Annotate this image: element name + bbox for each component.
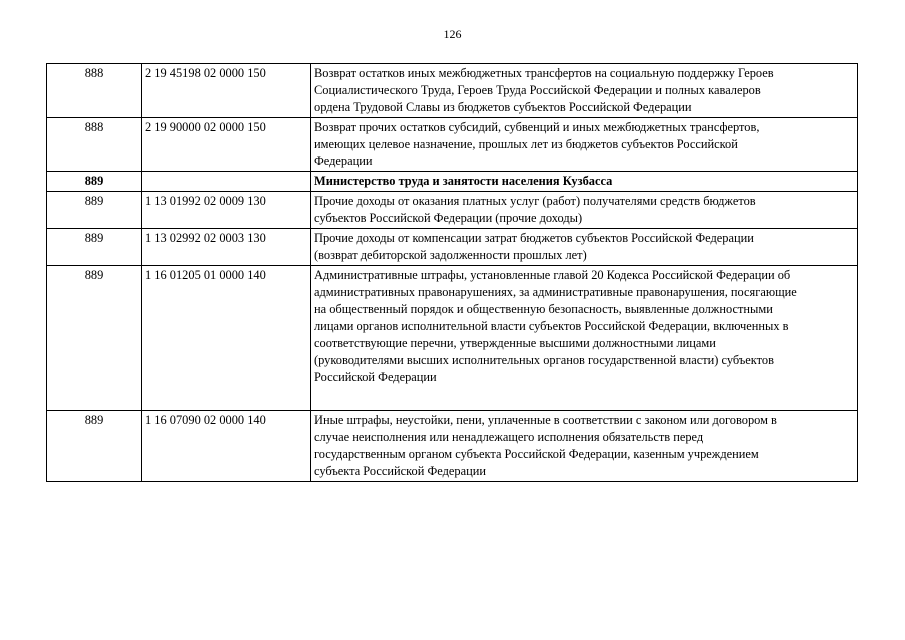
budget-code-cell: 2 19 45198 02 0000 150: [142, 64, 311, 118]
admin-code-cell: 888: [47, 118, 142, 172]
ministry-header-row: [47, 172, 858, 192]
table-row: [47, 64, 858, 118]
budget-code-cell: 1 16 07090 02 0000 140: [142, 411, 311, 482]
budget-code-cell: 2 19 90000 02 0000 150: [142, 118, 311, 172]
table-row: [47, 229, 858, 266]
table-row: [47, 118, 858, 172]
description-cell: Прочие доходы от компенсации затрат бюджетов субъектов Российской Федерации (возврат дебиторской задолженности прошлых лет): [311, 229, 858, 266]
table-row: [47, 266, 858, 411]
admin-code-cell: 888: [47, 64, 142, 118]
budget-code-cell: 1 16 01205 01 0000 140: [142, 266, 311, 411]
admin-code-cell: 889: [47, 172, 142, 192]
admin-code-cell: 889: [47, 266, 142, 411]
budget-code-cell: [142, 172, 311, 192]
budget-code-cell: 1 13 02992 02 0003 130: [142, 229, 311, 266]
budget-code-cell: 1 13 01992 02 0009 130: [142, 192, 311, 229]
description-cell: Возврат прочих остатков субсидий, субвенций и иных межбюджетных трансфертов, имеющих целевое назначение, прошлых лет из бюджетов субъектов Российской Федерации: [311, 118, 858, 172]
description-cell: Иные штрафы, неустойки, пени, уплаченные в соответствии с законом или договором в случае неисполнения или ненадлежащего исполнения обязательств перед государственным органом субъекта Российской Федерации, казенным учреждением субъекта Российской Федерации: [311, 411, 858, 482]
ministry-name-cell: Министерство труда и занятости населения Кузбасса: [311, 172, 858, 192]
admin-code-cell: 889: [47, 229, 142, 266]
description-cell: Прочие доходы от оказания платных услуг (работ) получателями средств бюджетов субъектов Российской Федерации (прочие доходы): [311, 192, 858, 229]
table-row: [47, 411, 858, 482]
table-row: [47, 192, 858, 229]
page-number: 126: [443, 27, 462, 41]
admin-code-cell: 889: [47, 192, 142, 229]
admin-code-cell: 889: [47, 411, 142, 482]
description-cell: Возврат остатков иных межбюджетных трансфертов на социальную поддержку Героев Социалистического Труда, Героев Труда Российской Федерации и полных кавалеров ордена Трудовой Славы из бюджетов субъектов Российской Федерации: [311, 64, 858, 118]
revenue-codes-table: [46, 63, 858, 482]
description-cell: Административные штрафы, установленные главой 20 Кодекса Российской Федерации об административных правонарушениях, за административные правонарушения, посягающие на общественный порядок и общественную безопасность, выявленные должностными лицами органов исполнительной власти субъектов Российской Федерации, включенных в соответствующие перечни, утвержденные высшими должностными лицами (руководителями высших исполнительных органов государственной власти) субъектов Российской Федерации: [311, 266, 858, 411]
